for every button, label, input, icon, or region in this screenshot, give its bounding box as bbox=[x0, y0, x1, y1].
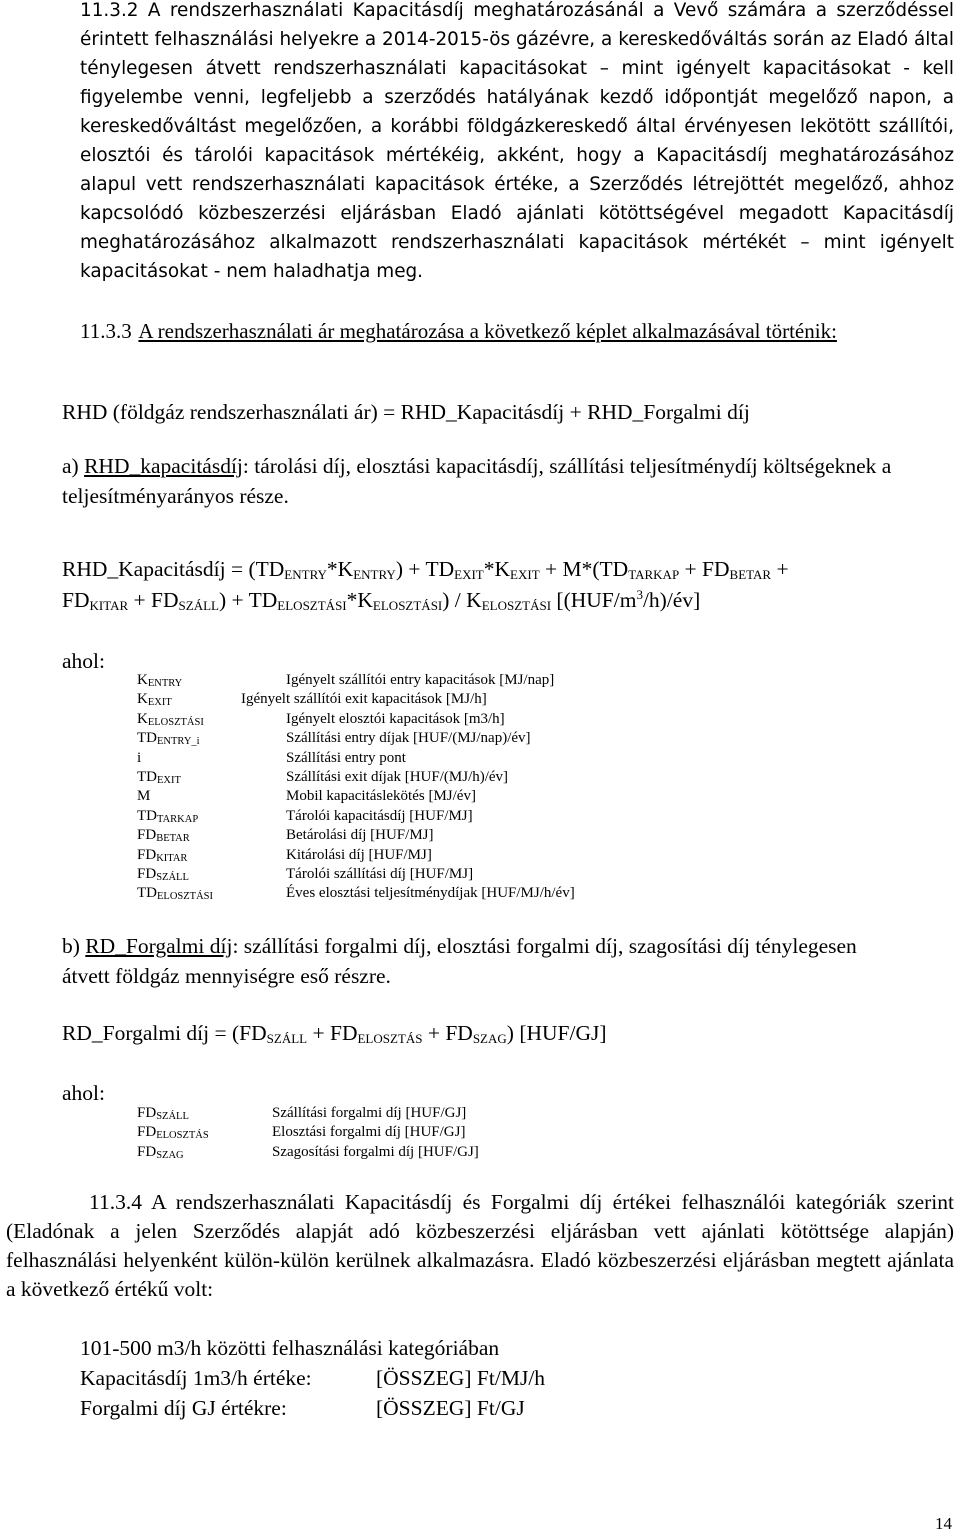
definition-row bbox=[137, 884, 737, 903]
category-row-label: Kapacitásdíj 1m3/h értéke: bbox=[80, 1366, 312, 1390]
item-a-text: : tárolási díj, elosztási kapacitásdíj, szállítási teljesítménydíj költségeknek a teljesítményarányos része. bbox=[62, 454, 892, 508]
definition-description: Igényelt elosztói kapacitások [m3/h] bbox=[286, 710, 505, 727]
category-row-value: [ÖSSZEG] Ft/GJ bbox=[376, 1396, 525, 1420]
paragraph-11-3-3-number: 11.3.3 bbox=[80, 319, 132, 343]
definition-symbol: $FD_{ELOSZTÁS}$ bbox=[137, 1124, 209, 1142]
definition-description: Mobil kapacitáslekötés [MJ/év] bbox=[286, 788, 476, 805]
category-row-value: [ÖSSZEG] Ft/MJ/h bbox=[376, 1366, 546, 1390]
definition-row bbox=[137, 729, 737, 748]
definition-symbol: $TD_{ENTRY\_i}$ bbox=[137, 730, 200, 748]
item-b-text: : szállítási forgalmi díj, elosztási forgalmi díj, szagosítási díj ténylegesen átvett földgáz mennyiségre eső részre. bbox=[62, 934, 857, 988]
definition-description: Szállítási entry pont bbox=[286, 749, 406, 766]
definition-description: Szállítási entry díjak [HUF/(MJ/nap)/év] bbox=[286, 730, 531, 747]
page-number: 14 bbox=[935, 1514, 952, 1533]
paragraph-11-3-2-text: 11.3.2 A rendszerhasználati Kapacitásdíj meghatározásánál a Vevő számára a szerződéssel érintett felhasználási helyekre a 2014-2015-ös gázévre, a kereskedőváltás során az Eladó által ténylegesen átvett rendszerhasználati kapacitásokat – mint igényelt kapacitásokat - kell figyelembe venni, legfeljebb a szerződés hatályának kezdő időpontját megelőző napon, a kereskedőváltást megelőzően, a korábbi földgázkereskedő által érvényesen lekötött szállítói, elosztói és tárolói kapacitások mértékéig, akként, hogy a Kapacitásdíj meghatározásához alapul vett rendszerhasználati kapacitások értéke, a Szerződés létrejöttét megelőző, ahhoz kapcsolódó közbeszerzési eljárásban Eladó ajánlati kötöttségével megadott Kapacitásdíj meghatározásához alkalmazott rendszerhasználati kapacitások mértékét – mint igényelt kapacitásokat - nem haladhatja meg. bbox=[80, 0, 954, 282]
item-b-term: RD_Forgalmi díj bbox=[85, 934, 233, 958]
category-row-forgalmi bbox=[80, 1392, 680, 1424]
category-row-label: Forgalmi díj GJ értékre: bbox=[80, 1396, 287, 1420]
definition-description: Szagosítási forgalmi díj [HUF/GJ] bbox=[272, 1143, 479, 1160]
paragraph-11-3-4-text: 11.3.4 A rendszerhasználati Kapacitásdíj és Forgalmi díj értékei felhasználói kategóriák szerint (Eladónak a jelen Szerződés alapját adó közbeszerzési eljárásban vett ajánlati kötöttsége alapján) felhasználási helyenként külön-külön kerülnek alkalmazásra. Eladó közbeszerzési eljárásban megtett ajánlata a következő értékű volt: bbox=[6, 1190, 954, 1301]
category-title: 101-500 m3/h közötti felhasználási kategóriában bbox=[80, 1336, 500, 1360]
definition-symbol: $FD_{SZÁLL}$ bbox=[137, 866, 189, 883]
item-b bbox=[62, 931, 892, 991]
paragraph-11-3-3 bbox=[6, 317, 954, 345]
definition-description: Tárolói kapacitásdíj [HUF/MJ] bbox=[286, 807, 473, 824]
definition-description: Igényelt szállítói entry kapacitások [MJ/nap] bbox=[286, 672, 555, 688]
definition-symbol: i bbox=[137, 749, 142, 766]
definition-row bbox=[137, 1123, 637, 1142]
formula-capacity-line-1: RHD_Kapacitásdíj = $(TD_{ENTRY}*K_{ENTRY}) + TD_{EXIT}*K_{EXIT} + M*(TD_{TARKAP} + FD_{BETAR}$ + bbox=[62, 557, 789, 582]
definition-list-forgalmi bbox=[137, 1104, 637, 1164]
definition-symbol: $FD_{KITAR}$ bbox=[137, 846, 188, 864]
item-a-marker: a) bbox=[62, 454, 79, 478]
ahol-label-2: ahol: bbox=[62, 1081, 105, 1105]
formula-forgalmi: RD_Forgalmi díj = $(FD_{SZÁLL} + FD_{ELOSZTÁS} + FD_{SZAG})$ [HUF/GJ] bbox=[62, 1021, 607, 1046]
definition-symbol: $FD_{SZAG}$ bbox=[137, 1143, 184, 1161]
definition-row bbox=[137, 710, 737, 729]
item-b-marker: b) bbox=[62, 934, 80, 958]
ahol-label-1: ahol: bbox=[62, 649, 105, 673]
definition-row bbox=[137, 826, 737, 845]
definition-symbol: $K_{ELOSZTÁSI}$ bbox=[137, 710, 204, 728]
item-a-term: RHD_kapacitásdíj bbox=[84, 454, 243, 478]
definition-row bbox=[137, 865, 737, 884]
definition-row bbox=[137, 749, 737, 768]
paragraph-11-3-3-text: A rendszerhasználati ár meghatározása a következő képlet alkalmazásával történik: bbox=[138, 319, 837, 343]
definition-symbol: M bbox=[137, 788, 151, 805]
definition-symbol: $TD_{TARKAP}$ bbox=[137, 807, 199, 825]
definition-row bbox=[137, 807, 737, 826]
definition-row bbox=[137, 787, 737, 806]
definition-symbol: $TD_{ELOSZTÁSI}$ bbox=[137, 885, 213, 903]
formula-rhd: RHD (földgáz rendszerhasználati ár) = RHD_Kapacitásdíj + RHD_Forgalmi díj bbox=[62, 400, 750, 424]
item-a bbox=[62, 451, 892, 511]
definition-symbol: $K_{EXIT}$ bbox=[137, 691, 172, 709]
definition-row bbox=[137, 1104, 637, 1123]
definition-description: Betárolási díj [HUF/MJ] bbox=[286, 827, 434, 844]
definition-description: Tárolói szállítási díj [HUF/MJ] bbox=[286, 866, 474, 882]
definition-description: Igényelt szállítói exit kapacitások [MJ/h] bbox=[241, 691, 487, 708]
definition-row bbox=[137, 690, 737, 709]
definition-description: Szállítási exit díjak [HUF/(MJ/h)/év] bbox=[286, 769, 509, 785]
definition-row bbox=[137, 768, 737, 787]
category-row-capacity bbox=[80, 1362, 680, 1394]
definition-symbol: $FD_{SZÁLL}$ bbox=[137, 1105, 189, 1122]
definition-description: Szállítási forgalmi díj [HUF/GJ] bbox=[272, 1105, 467, 1121]
definition-list-capacity bbox=[137, 671, 737, 911]
definition-description: Elosztási forgalmi díj [HUF/GJ] bbox=[272, 1124, 466, 1141]
definition-symbol: $FD_{BETAR}$ bbox=[137, 827, 190, 845]
definition-description: Kitárolási díj [HUF/MJ] bbox=[286, 846, 432, 863]
paragraph-11-3-2 bbox=[6, 0, 954, 286]
definition-row bbox=[137, 1143, 637, 1162]
definition-row bbox=[137, 846, 737, 865]
formula-capacity-line-2: $FD_{KITAR} + FD_{SZÁLL}) + TD_{ELOSZTÁSI}*K_{ELOSZTÁSI}) / K_{ELOSZTÁSI}$ $[(HUF/m^3/h)/év]$ bbox=[62, 587, 701, 613]
definition-symbol: $TD_{EXIT}$ bbox=[137, 769, 181, 786]
definition-description: Éves elosztási teljesítménydíjak [HUF/MJ/h/év] bbox=[286, 885, 575, 902]
paragraph-11-3-4 bbox=[6, 1188, 954, 1304]
definition-symbol: $K_{ENTRY}$ bbox=[137, 672, 183, 689]
definition-row bbox=[137, 671, 737, 690]
